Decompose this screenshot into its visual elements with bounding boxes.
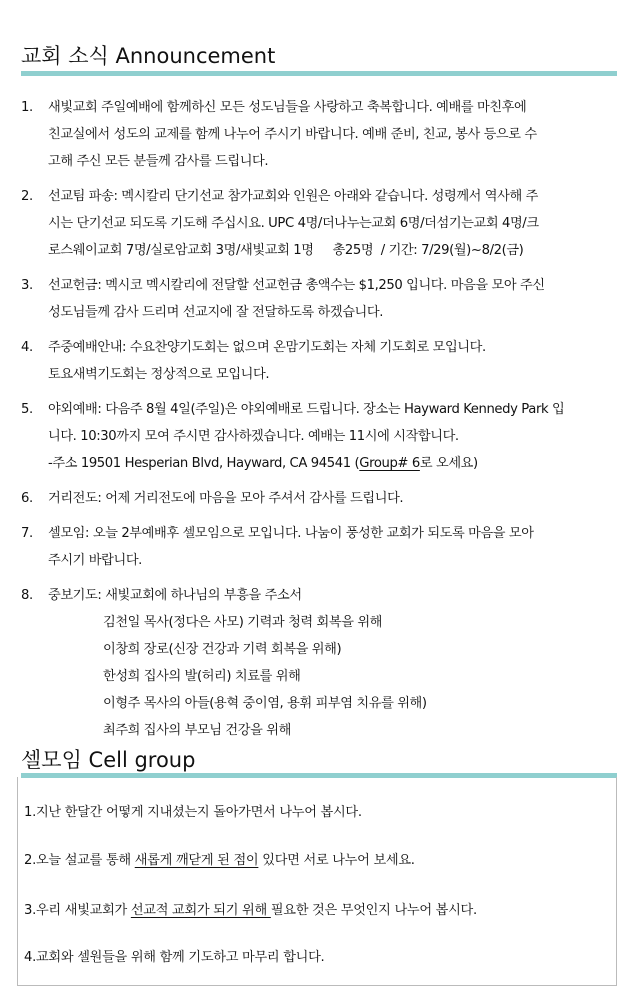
item-line: 새빛교회 주일예배에 함께하신 모든 성도님들을 사랑하고 축복합니다. 예배를 마친후에 — [48, 100, 527, 115]
announcement-item-6 — [21, 485, 611, 512]
item-number: 7. — [21, 526, 33, 541]
item-number: 8. — [21, 588, 33, 603]
prayer-request: 최주희 집사의 부모님 건강을 위해 — [103, 723, 291, 738]
item-line: 토요새벽기도회는 정상적으로 모입니다. — [48, 367, 270, 382]
prayer-request: 이형주 목사의 아들(용혁 중이염, 용휘 피부염 치유를 위해) — [103, 696, 427, 711]
item-number: 3. — [21, 278, 33, 293]
q2-text: 2.오늘 설교를 통해 — [24, 853, 135, 868]
item-line: 셀모임: 오늘 2부예배후 셀모임으로 모입니다. 나눔이 풍성한 교회가 되도록 마음을 모아 — [48, 526, 534, 541]
item-line: 친교실에서 성도의 교제를 함께 나누어 주시기 바랍니다. 예배 준비, 친교, 봉사 등으로 수 — [48, 127, 537, 142]
cell-question-2 — [24, 849, 415, 868]
announcement-title: 교회 소식 Announcement — [21, 44, 276, 68]
cell-question-4: 4.교회와 셀원들을 위해 함께 기도하고 마무리 합니다. — [24, 950, 325, 965]
item-line: 니다. 10:30까지 모여 주시면 감사하겠습니다. 예배는 11시에 시작합니다. — [48, 429, 459, 444]
item-line: 선교팀 파송: 멕시칼리 단기선교 참가교회와 인원은 아래와 같습니다. 성령께서 역사해 주 — [48, 189, 538, 204]
item-line: 주중예배안내: 수요찬양기도회는 없으며 온맘기도회는 자체 기도회로 모입니다. — [48, 340, 486, 355]
q2-text-end: 있다면 서로 나누어 보세요. — [258, 853, 415, 868]
prayer-request: 김천일 목사(정다은 사모) 기력과 청력 회복을 위해 — [103, 615, 383, 630]
item-number: 1. — [21, 100, 33, 115]
q2-underlined: 새롭게 깨닫게 된 점이 — [134, 853, 259, 868]
q3-text: 3.우리 새빛교회가 — [24, 903, 131, 918]
item-line: 주시기 바랍니다. — [48, 553, 142, 568]
announcement-list — [21, 94, 611, 752]
cell-question-3 — [24, 899, 477, 918]
item-line: 중보기도: 새빛교회에 하나님의 부흥을 주소서 — [48, 588, 302, 603]
announcement-item-7 — [21, 520, 611, 574]
item-line: 야외예배: 다음주 8월 4일(주일)은 야외예배로 드립니다. 장소는 Hayward Kennedy Park 입 — [48, 402, 565, 417]
address-text: -주소 19501 Hesperian Blvd, Hayward, CA 94541 ( — [48, 456, 360, 471]
cell-question-1: 1.지난 한달간 어떻게 지내셨는지 돌아가면서 나누어 봅시다. — [24, 805, 362, 820]
item-line: 로스웨이교회 7명/실로암교회 3명/새빛교회 1명 총25명 / 기간: 7/29(월)~8/2(금) — [48, 243, 524, 258]
item-number: 6. — [21, 491, 33, 506]
item-line: 시는 단기선교 되도록 기도해 주십시요. UPC 4명/더나누는교회 6명/더섬기는교회 4명/크 — [48, 216, 539, 231]
address-line — [48, 450, 611, 477]
announcement-item-3 — [21, 272, 611, 326]
announcement-divider — [21, 71, 617, 76]
item-number: 2. — [21, 189, 33, 204]
item-number: 5. — [21, 402, 33, 417]
group-number: Group# 6 — [359, 456, 420, 471]
cell-group-box — [17, 777, 617, 986]
address-suffix: 로 오세요) — [419, 456, 478, 471]
prayer-request: 한성희 집사의 발(허리) 치료를 위해 — [103, 669, 301, 684]
item-line: 성도님들께 감사 드리며 선교지에 잘 전달하도록 하겠습니다. — [48, 305, 384, 320]
announcement-item-4 — [21, 334, 611, 388]
announcement-item-8 — [21, 582, 611, 744]
item-line: 거리전도: 어제 거리전도에 마음을 모아 주셔서 감사를 드립니다. — [48, 491, 404, 506]
prayer-request: 이창희 장로(신장 건강과 기력 회복을 위해) — [103, 642, 342, 657]
announcement-item-1 — [21, 94, 611, 175]
announcement-item-5 — [21, 396, 611, 477]
item-line: 고해 주신 모든 분들께 감사를 드립니다. — [48, 154, 269, 169]
cell-group-title: 셀모임 Cell group — [21, 748, 196, 772]
item-number: 4. — [21, 340, 33, 355]
q3-underlined: 선교적 교회가 되기 위해 — [130, 903, 271, 918]
q3-text-end: 필요한 것은 무엇인지 나누어 봅시다. — [270, 903, 477, 918]
announcement-item-2 — [21, 183, 611, 264]
item-line: 선교헌금: 멕시코 멕시칼리에 전달할 선교헌금 총액수는 $1,250 입니다. 마음을 모아 주신 — [48, 278, 545, 293]
